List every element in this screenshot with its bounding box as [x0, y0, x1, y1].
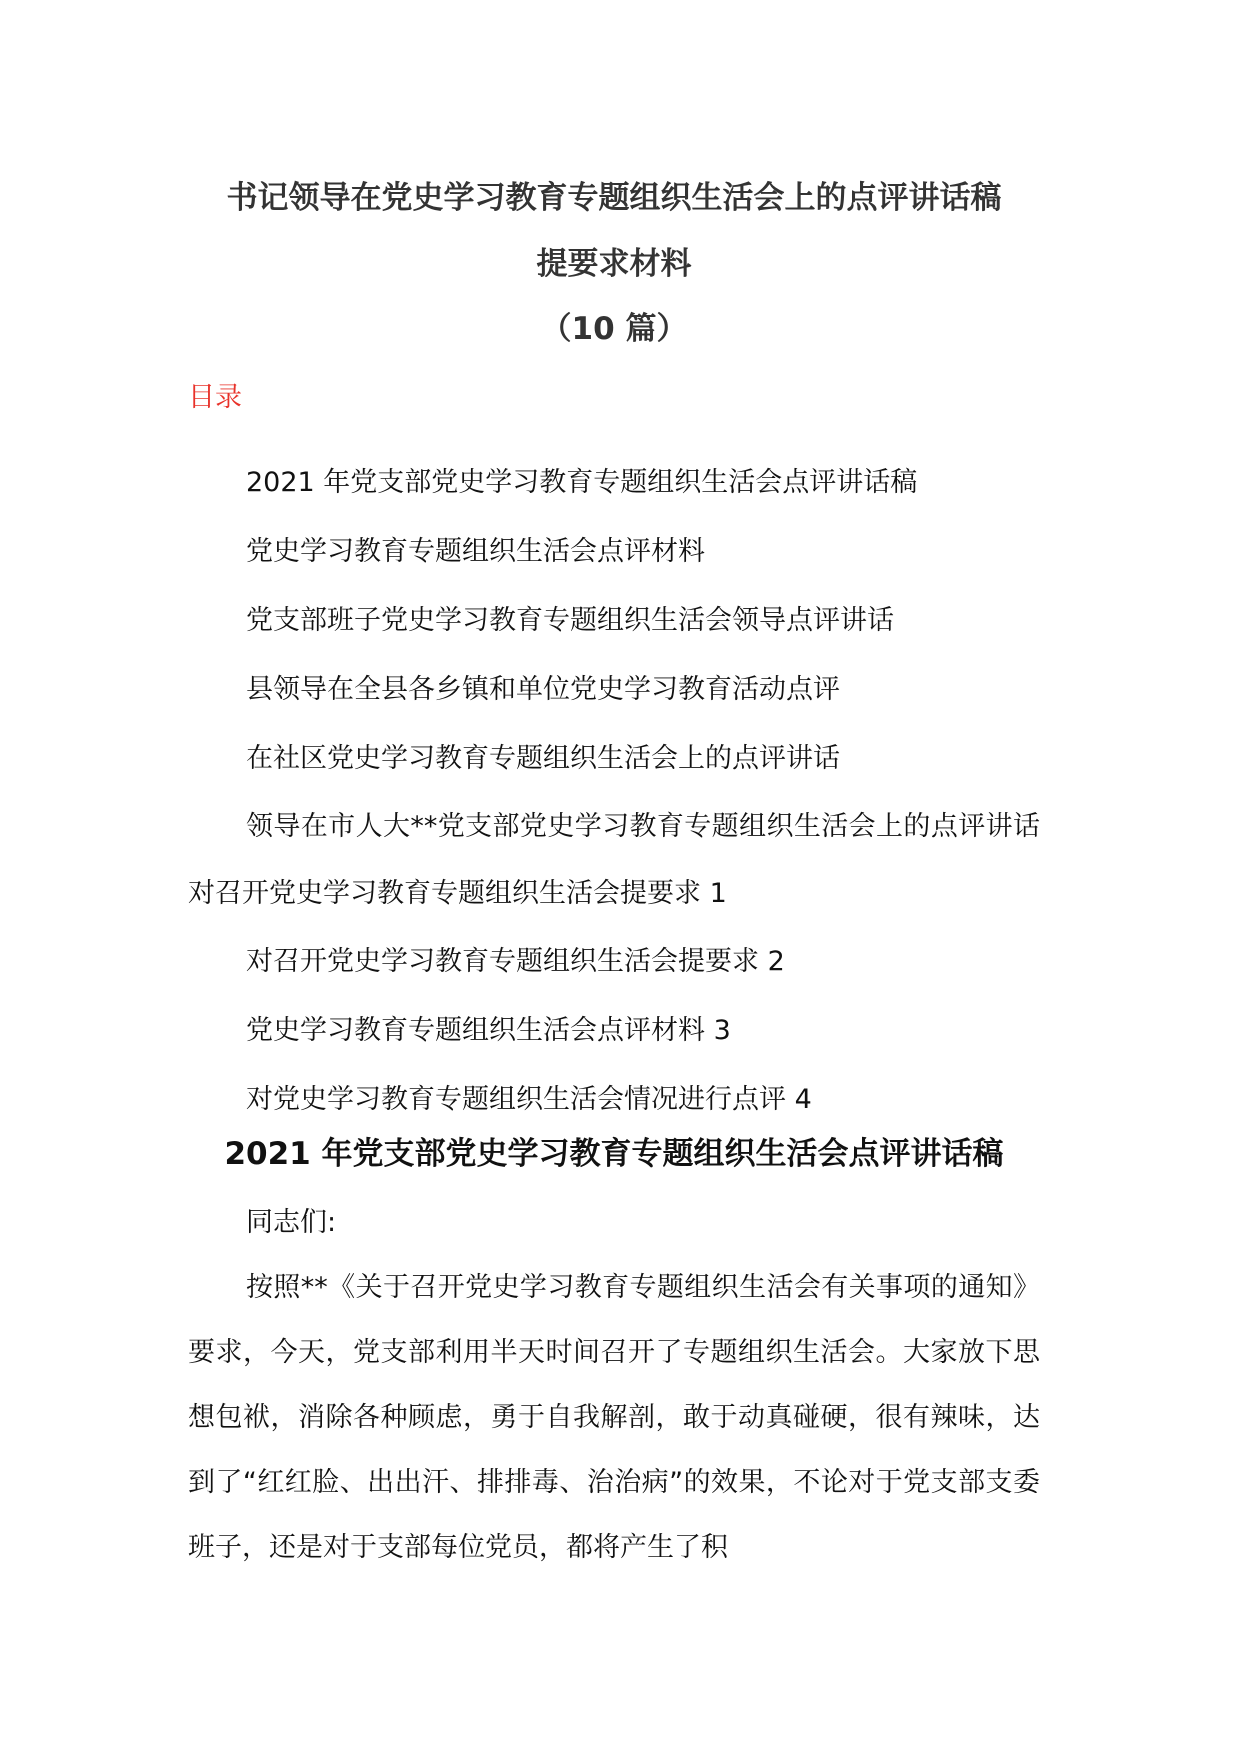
toc-item[interactable]: 在社区党史学习教育专题组织生活会上的点评讲话 [246, 743, 840, 774]
salutation-paragraph: 同志们: [246, 1207, 337, 1238]
toc-item[interactable]: 对党史学习教育专题组织生活会情况进行点评 4 [246, 1084, 812, 1115]
body-paragraph: 按照**《关于召开党史学习教育专题组织生活会有关事项的通知》要求，今天，党支部利用半天时间召开了专题组织生活会。大家放下思想包袱，消除各种顾虑，勇于自我解剖，敢于动真碰硬，很有辣味，达到了“红红脸、出出汗、排排毒、治治病”的效果，不论对于党支部支委班子，还是对于支部每位党员，都将产生了积 [188, 1272, 1040, 1563]
section-heading: 2021 年党支部党史学习教育专题组织生活会点评讲话稿 [224, 1136, 1004, 1172]
table-of-contents [188, 448, 1040, 1134]
document-title-line-2: 提要求材料 [536, 246, 692, 282]
toc-item[interactable]: 对召开党史学习教育专题组织生活会提要求 2 [246, 946, 785, 977]
body-text [188, 1190, 1040, 1580]
toc-item[interactable]: 党史学习教育专题组织生活会点评材料 [246, 536, 705, 567]
document-title-line-3: （10 篇） [540, 311, 688, 347]
toc-heading: 目录 [188, 382, 242, 413]
document-title-line-1: 书记领导在党史学习教育专题组织生活会上的点评讲话稿 [226, 180, 1002, 216]
toc-item[interactable]: 2021 年党支部党史学习教育专题组织生活会点评讲话稿 [246, 467, 918, 498]
toc-item[interactable]: 领导在市人大**党支部党史学习教育专题组织生活会上的点评讲话对召开党史学习教育专题组织生活会提要求 1 [188, 811, 1040, 909]
toc-item[interactable]: 党史学习教育专题组织生活会点评材料 3 [246, 1015, 731, 1046]
toc-item[interactable]: 县领导在全县各乡镇和单位党史学习教育活动点评 [246, 674, 840, 705]
toc-item[interactable]: 党支部班子党史学习教育专题组织生活会领导点评讲话 [246, 605, 894, 636]
